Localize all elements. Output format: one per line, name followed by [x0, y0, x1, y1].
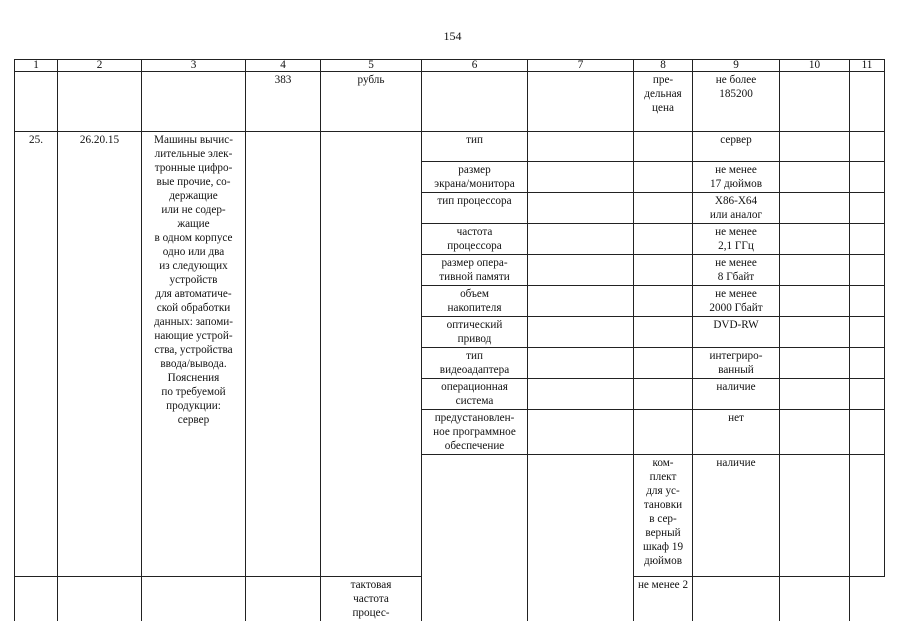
table-cell [634, 193, 693, 224]
table-cell [850, 286, 885, 317]
characteristic-name: размер опера- тивной памяти [422, 255, 528, 286]
table-cell [15, 72, 58, 132]
table-cell [780, 410, 850, 455]
characteristic-name: размер экрана/монитора [422, 162, 528, 193]
characteristic-name: тип процессора [422, 193, 528, 224]
table-cell [634, 317, 693, 348]
continuation-row [15, 72, 885, 132]
table-cell [422, 72, 528, 132]
characteristic-value: нет [693, 410, 780, 455]
characteristic-value: интегриро- ванный [693, 348, 780, 379]
table-cell [528, 317, 634, 348]
table-cell [246, 577, 321, 622]
characteristic-name: тактовая частота процес- [321, 577, 422, 622]
table-cell [528, 455, 634, 622]
table-cell [321, 132, 422, 577]
column-header: 11 [850, 60, 885, 72]
table-cell [850, 132, 885, 162]
table-cell [780, 162, 850, 193]
table-cell [528, 132, 634, 162]
table-cell [422, 455, 528, 622]
characteristic-name: объем накопителя [422, 286, 528, 317]
characteristic-value: DVD-RW [693, 317, 780, 348]
table-cell [780, 348, 850, 379]
table-cell [528, 348, 634, 379]
characteristic-name: оптический привод [422, 317, 528, 348]
table-cell [850, 193, 885, 224]
item-code: 26.20.15 [58, 132, 142, 577]
characteristic-value: не менее 2000 Гбайт [693, 286, 780, 317]
table-cell [850, 255, 885, 286]
table-cell [780, 224, 850, 255]
table-cell [634, 224, 693, 255]
table-cell [528, 193, 634, 224]
table-cell [850, 72, 885, 132]
table-cell [850, 224, 885, 255]
column-header: 2 [58, 60, 142, 72]
unit-code: 383 [246, 72, 321, 132]
table-cell [634, 255, 693, 286]
table-cell [528, 162, 634, 193]
table-cell [634, 162, 693, 193]
characteristic-name: предустановлен- ное программное обеспечение [422, 410, 528, 455]
table-cell [693, 577, 780, 622]
table-cell [780, 286, 850, 317]
column-header: 8 [634, 60, 693, 72]
characteristic-name: операционная система [422, 379, 528, 410]
unit-name: рубль [321, 72, 422, 132]
column-header: 1 [15, 60, 58, 72]
table-cell [780, 255, 850, 286]
characteristic-value: не более 185200 [693, 72, 780, 132]
column-header: 7 [528, 60, 634, 72]
table-cell [528, 379, 634, 410]
characteristic-value: наличие [693, 455, 780, 577]
table-row [15, 132, 885, 162]
table-cell [780, 193, 850, 224]
table-cell [850, 348, 885, 379]
characteristic-name: пре- дельная цена [634, 72, 693, 132]
table-cell [634, 410, 693, 455]
table-cell [528, 255, 634, 286]
table-cell [528, 72, 634, 132]
item-number: 25. [15, 132, 58, 577]
characteristic-value: сервер [693, 132, 780, 162]
table-cell [246, 132, 321, 577]
table-cell [142, 72, 246, 132]
table-cell [528, 286, 634, 317]
table-cell [850, 162, 885, 193]
column-header: 10 [780, 60, 850, 72]
table-cell [780, 132, 850, 162]
column-header: 4 [246, 60, 321, 72]
table-cell [780, 577, 850, 622]
table-cell [850, 410, 885, 455]
table-cell [58, 72, 142, 132]
table-cell [850, 379, 885, 410]
table-cell [634, 348, 693, 379]
characteristic-value: не менее 2 [634, 577, 693, 622]
table-cell [780, 317, 850, 348]
column-header: 3 [142, 60, 246, 72]
characteristic-value: не менее 2,1 ГГц [693, 224, 780, 255]
characteristic-value: X86-X64 или аналог [693, 193, 780, 224]
column-header: 6 [422, 60, 528, 72]
table-cell [634, 286, 693, 317]
table-cell [528, 410, 634, 455]
table-cell [850, 455, 885, 577]
characteristic-value: не менее 17 дюймов [693, 162, 780, 193]
table-cell [850, 317, 885, 348]
table-cell [15, 577, 58, 622]
characteristic-name: тип видеоадаптера [422, 348, 528, 379]
table-cell [780, 455, 850, 577]
table-cell [634, 379, 693, 410]
table-cell [58, 577, 142, 622]
header-row [15, 60, 885, 72]
table-cell [634, 132, 693, 162]
characteristic-name: тип [422, 132, 528, 162]
characteristic-name: частота процессора [422, 224, 528, 255]
table-cell [780, 379, 850, 410]
table-cell [780, 72, 850, 132]
item-description: Машины вычис- лительные элек- тронные цифро- вые прочие, со- держащие или не содер- жащие в одном корпусе одно или два из следующих устройств для автоматиче- ской обработки данных: запоми- нающие устрой- ства, устройства ввода/вывода. Пояснения по требуемой продукции: сервер [142, 132, 246, 577]
page-number: 154 [443, 29, 462, 43]
table-cell [528, 224, 634, 255]
characteristic-value: не менее 8 Гбайт [693, 255, 780, 286]
column-header: 5 [321, 60, 422, 72]
characteristic-name: ком- плект для ус- тановки в сер- верный шкаф 19 дюймов [634, 455, 693, 577]
requirements-table [14, 59, 885, 621]
characteristic-value: наличие [693, 379, 780, 410]
table-cell [142, 577, 246, 622]
column-header: 9 [693, 60, 780, 72]
